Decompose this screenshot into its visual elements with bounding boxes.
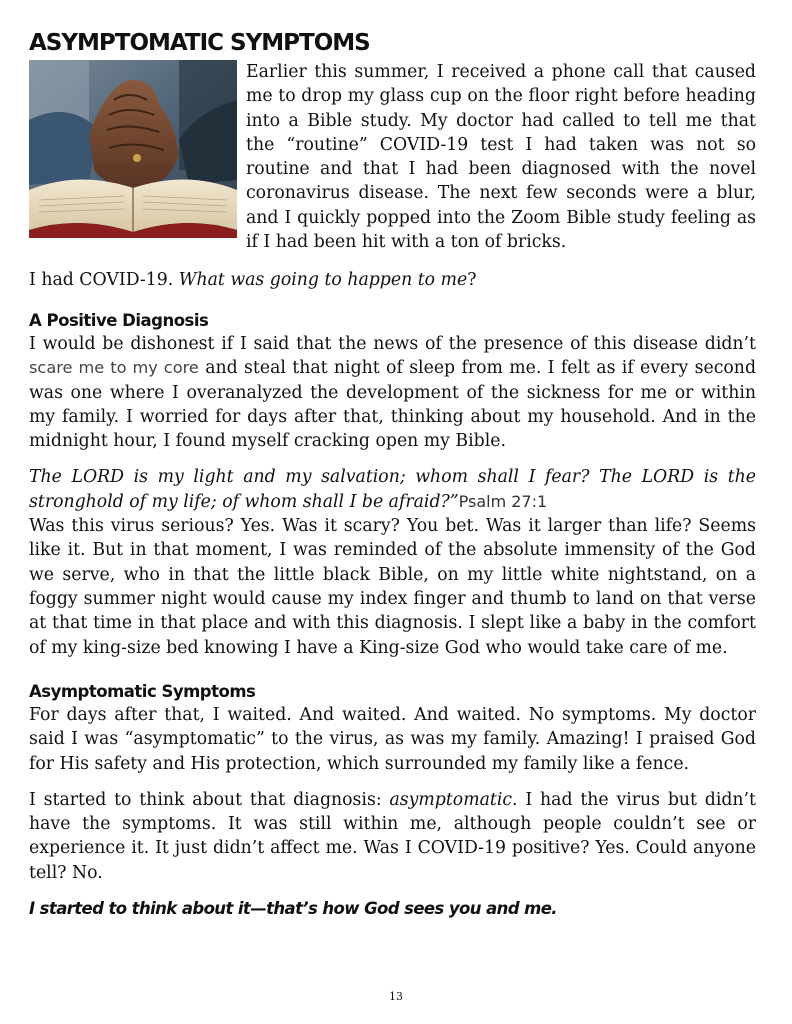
page-title: ASYMPTOMATIC SYMPTOMS <box>29 30 370 56</box>
covid-line-italic: What was going to happen to me <box>178 270 468 290</box>
section-heading: Asymptomatic Symptoms <box>29 682 256 701</box>
covid-line-end: ? <box>467 270 477 290</box>
section-asymptomatic-symptoms <box>29 681 756 918</box>
section2-paragraph-1: For days after that, I waited. And waited. And waited. No symptoms. My doctor said I was “asymptomatic” to the virus, as was my family. Amazing! I praised God for His safety and His protection, which surrounded my family like a fence. <box>29 705 756 774</box>
covid-line-plain: I had COVID-19. <box>29 270 179 290</box>
section1-paragraph-1 <box>29 332 756 453</box>
section2-p2-italic: asymptomatic. <box>389 789 518 810</box>
closing-statement: I started to think about it—that’s how God sees you and me. <box>29 899 557 919</box>
verse-text: The LORD is my light and my salvation; whom shall I fear? The LORD is the stronghold of my life; of whom shall I be afraid?” <box>29 467 756 512</box>
section-positive-diagnosis <box>29 310 756 660</box>
section1-p1-start: I would be dishonest if I said that the news of the presence of this disease didn’t <box>29 334 756 354</box>
section2-paragraph-2 <box>29 788 756 885</box>
section-heading: A Positive Diagnosis <box>29 311 209 330</box>
section2-p2-start: I started to think about that diagnosis: <box>29 789 390 810</box>
scripture-quote <box>29 465 756 514</box>
verse-reference: Psalm 27:1 <box>458 491 548 511</box>
section1-p1-highlight: scare me to my core <box>29 358 199 378</box>
section1-p1-end: and steal that night of sleep from me. I felt as if every second was one where I overanalyzed the development of the sickness for me or within my family. I worried for days after that, thinking about my household. And in the midnight hour, I found myself cracking open my Bible. <box>29 358 757 452</box>
covid-line <box>29 268 756 292</box>
section2-p2-end: I had the virus but didn’t have the symptoms. It was still within me, although people couldn’t see or experience it. It just didn’t affect me. Was I COVID-19 positive? Yes. Could anyone tell? No. <box>29 789 756 883</box>
praying-hands-bible-image <box>29 60 237 238</box>
section1-paragraph-2: Was this virus serious? Yes. Was it scary? You bet. Was it larger than life? Seems like it. But in that moment, I was reminded of the absolute immensity of the God we serve, who in that the little black Bible, on my little white nightstand, on a foggy summer night would cause my index finger and thumb to land on that verse at that time in that place and with this diagnosis. I slept like a baby in the comfort of my king-size bed knowing I have a King-size God who would take care of me. <box>29 516 756 658</box>
page-number: 13 <box>389 990 403 1003</box>
intro-paragraph: Earlier this summer, I received a phone call that caused me to drop my glass cup on the floor right before heading into a Bible study. My doctor had called to tell me that the “routine” COVID-19 test I had taken was not so routine and that I had been diagnosed with the novel coronavirus disease. The next few seconds were a blur, and I quickly popped into the Zoom Bible study feeling as if I had been hit with a ton of bricks. <box>246 62 756 253</box>
